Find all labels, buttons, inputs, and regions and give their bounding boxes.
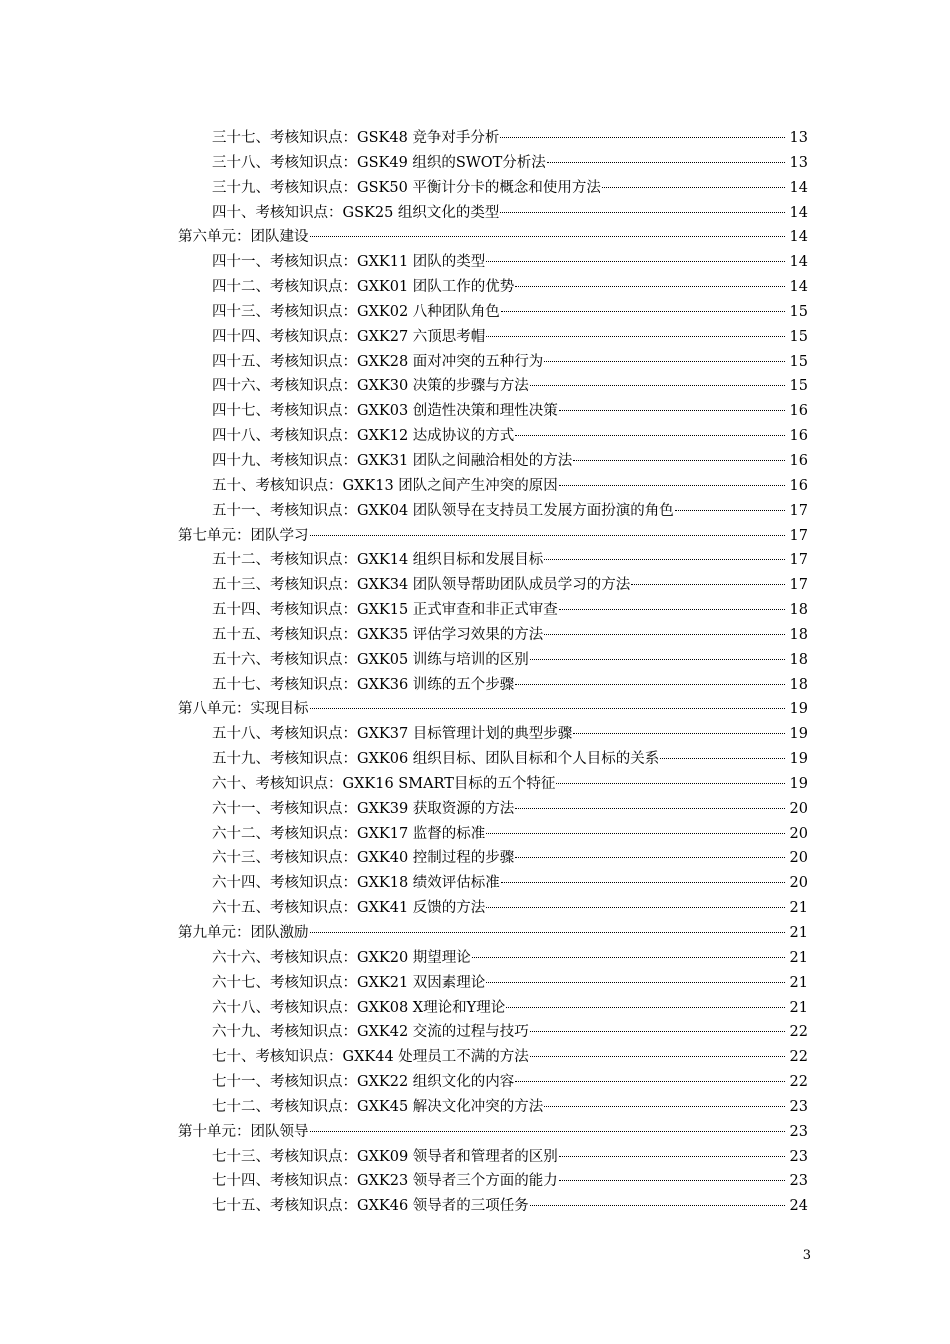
dot-leader	[486, 336, 785, 337]
dot-leader	[500, 137, 785, 138]
dot-leader	[310, 1131, 786, 1132]
dot-leader	[544, 361, 785, 362]
toc-entry-title: 六十五、考核知识点：GXK41 反馈的方法	[212, 900, 486, 917]
toc-entry-page: 21	[789, 900, 808, 917]
toc-entry[interactable]	[178, 1095, 808, 1120]
toc-entry-page: 20	[789, 800, 808, 817]
toc-entry-page: 19	[789, 775, 808, 792]
toc-entry[interactable]	[178, 1169, 808, 1194]
toc-entry-page: 18	[789, 602, 808, 619]
dot-leader	[631, 584, 785, 585]
toc-entry-page: 14	[789, 229, 808, 246]
toc-entry[interactable]	[178, 126, 808, 151]
dot-leader	[500, 212, 785, 213]
toc-entry-title: 四十八、考核知识点：GXK12 达成协议的方式	[212, 428, 515, 445]
toc-entry-page: 14	[789, 254, 808, 271]
toc-entry-page: 18	[789, 626, 808, 643]
toc-entry-page: 21	[789, 949, 808, 966]
toc-entry[interactable]	[178, 548, 808, 573]
toc-entry-title: 五十八、考核知识点：GXK37 目标管理计划的典型步骤	[212, 726, 573, 743]
toc-entry-page: 15	[789, 328, 808, 345]
dot-leader	[530, 659, 785, 660]
toc-entry-page: 15	[789, 353, 808, 370]
toc-entry-title: 第九单元：团队激励	[178, 925, 309, 941]
toc-entry-title: 三十八、考核知识点：GSK49 组织的SWOT分析法	[212, 154, 546, 171]
toc-entry-page: 21	[789, 974, 808, 991]
toc-entry-page: 21	[789, 925, 808, 941]
dot-leader	[559, 410, 785, 411]
toc-entry-title: 七十四、考核知识点：GXK23 领导者三个方面的能力	[212, 1173, 558, 1190]
toc-entry-title: 五十三、考核知识点：GXK34 团队领导帮助团队成员学习的方法	[212, 577, 631, 594]
toc-entry[interactable]	[178, 350, 808, 375]
toc-entry[interactable]	[178, 275, 808, 300]
toc-entry-title: 七十二、考核知识点：GXK45 解决文化冲突的方法	[212, 1098, 544, 1115]
toc-entry[interactable]	[178, 797, 808, 822]
toc-entry[interactable]	[178, 424, 808, 449]
dot-leader	[573, 733, 785, 734]
dot-leader	[515, 1081, 785, 1082]
dot-leader	[515, 435, 785, 436]
toc-entry[interactable]	[178, 772, 808, 797]
dot-leader	[515, 286, 785, 287]
dot-leader	[544, 559, 785, 560]
toc-entry-title: 四十二、考核知识点：GXK01 团队工作的优势	[212, 279, 515, 296]
toc-entry-title: 六十九、考核知识点：GXK42 交流的过程与技巧	[212, 1024, 529, 1041]
toc-entry-page: 13	[789, 130, 808, 146]
toc-entry-title: 四十五、考核知识点：GXK28 面对冲突的五种行为	[212, 353, 544, 370]
dot-leader	[544, 1106, 785, 1107]
toc-entry[interactable]	[178, 971, 808, 996]
toc-entry-title: 六十八、考核知识点：GXK08 X理论和Y理论	[212, 999, 506, 1016]
toc-entry-page: 24	[789, 1198, 808, 1215]
dot-leader	[559, 1180, 785, 1181]
page-number: 3	[802, 1248, 811, 1263]
toc-entry-title: 第八单元：实现目标	[178, 701, 309, 718]
toc-entry-page: 19	[789, 751, 808, 768]
dot-leader	[530, 1056, 785, 1057]
toc-entry-page: 22	[789, 1074, 808, 1091]
toc-entry-title: 四十、考核知识点：GSK25 组织文化的类型	[212, 204, 500, 221]
toc-entry-page: 13	[789, 154, 808, 171]
toc-entry-title: 七十五、考核知识点：GXK46 领导者的三项任务	[212, 1198, 529, 1215]
toc-entry-title: 五十、考核知识点：GXK13 团队之间产生冲突的原因	[212, 477, 558, 494]
dot-leader	[506, 1007, 785, 1008]
toc-entry[interactable]	[178, 996, 808, 1021]
toc-entry-page: 17	[789, 527, 808, 544]
dot-leader	[559, 609, 785, 610]
toc-entry[interactable]	[178, 201, 808, 226]
toc-entry-page: 23	[789, 1098, 808, 1115]
toc-entry-title: 五十一、考核知识点：GXK04 团队领导在支持员工发展方面扮演的角色	[212, 502, 674, 519]
dot-leader	[559, 485, 785, 486]
dot-leader	[472, 957, 785, 958]
toc-entry[interactable]	[178, 474, 808, 499]
toc-entry-page: 18	[789, 676, 808, 693]
toc-entry-page: 17	[789, 502, 808, 519]
toc-entry-page: 18	[789, 651, 808, 668]
toc-entry-title: 第十单元：团队领导	[178, 1123, 309, 1140]
toc-entry-title: 四十一、考核知识点：GXK11 团队的类型	[212, 254, 486, 271]
toc-entry-title: 三十九、考核知识点：GSK50 平衡计分卡的概念和使用方法	[212, 179, 601, 196]
toc-entry-title: 六十二、考核知识点：GXK17 监督的标准	[212, 825, 486, 842]
toc-entry[interactable]	[178, 250, 808, 275]
toc-entry[interactable]	[178, 449, 808, 474]
toc-unit-entry[interactable]	[178, 1120, 808, 1145]
toc-entry-title: 五十五、考核知识点：GXK35 评估学习效果的方法	[212, 626, 544, 643]
toc-entry[interactable]	[178, 946, 808, 971]
toc-entry[interactable]	[178, 573, 808, 598]
toc-entry-page: 15	[789, 303, 808, 320]
toc-entry[interactable]	[178, 598, 808, 623]
toc-entry-page: 19	[789, 701, 808, 718]
toc-entry[interactable]	[178, 846, 808, 871]
toc-entry[interactable]	[178, 499, 808, 524]
toc-entry[interactable]	[178, 896, 808, 921]
toc-entry-title: 四十七、考核知识点：GXK03 创造性决策和理性决策	[212, 403, 558, 420]
dot-leader	[515, 857, 785, 858]
toc-entry-page: 23	[789, 1148, 808, 1165]
toc-entry-title: 四十三、考核知识点：GXK02 八种团队角色	[212, 303, 500, 320]
toc-entry-title: 六十一、考核知识点：GXK39 获取资源的方法	[212, 800, 515, 817]
toc-entry-page: 20	[789, 825, 808, 842]
toc-entry[interactable]	[178, 1020, 808, 1045]
dot-leader	[310, 708, 786, 709]
toc-entry-page: 22	[789, 1024, 808, 1041]
toc-entry[interactable]	[178, 648, 808, 673]
toc-entry-page: 16	[789, 477, 808, 494]
toc-entry-title: 五十六、考核知识点：GXK05 训练与培训的区别	[212, 651, 529, 668]
toc-entry-page: 14	[789, 204, 808, 221]
dot-leader	[515, 808, 785, 809]
toc-entry-title: 七十三、考核知识点：GXK09 领导者和管理者的区别	[212, 1148, 558, 1165]
table-of-contents	[178, 126, 808, 1219]
dot-leader	[310, 932, 786, 933]
toc-entry-page: 16	[789, 428, 808, 445]
dot-leader	[310, 535, 786, 536]
toc-entry-title: 五十七、考核知识点：GXK36 训练的五个步骤	[212, 676, 515, 693]
toc-entry-title: 第七单元：团队学习	[178, 527, 309, 544]
toc-entry[interactable]	[178, 374, 808, 399]
dot-leader	[486, 982, 785, 983]
toc-entry[interactable]	[178, 151, 808, 176]
dot-leader	[530, 1205, 785, 1206]
toc-entry-page: 16	[789, 403, 808, 420]
toc-entry-page: 17	[789, 577, 808, 594]
toc-entry-page: 14	[789, 279, 808, 296]
toc-entry-page: 15	[789, 378, 808, 395]
toc-unit-entry[interactable]	[178, 225, 808, 250]
dot-leader	[675, 510, 785, 511]
toc-entry-title: 六十七、考核知识点：GXK21 双因素理论	[212, 974, 486, 991]
toc-entry[interactable]	[178, 822, 808, 847]
toc-entry-title: 七十一、考核知识点：GXK22 组织文化的内容	[212, 1074, 515, 1091]
dot-leader	[486, 261, 785, 262]
toc-entry[interactable]	[178, 300, 808, 325]
toc-unit-entry[interactable]	[178, 697, 808, 722]
dot-leader	[486, 833, 785, 834]
toc-entry[interactable]	[178, 176, 808, 201]
toc-unit-entry[interactable]	[178, 524, 808, 549]
toc-entry-title: 七十、考核知识点：GXK44 处理员工不满的方法	[212, 1049, 529, 1066]
toc-entry[interactable]	[178, 1045, 808, 1070]
toc-entry-title: 六十三、考核知识点：GXK40 控制过程的步骤	[212, 850, 515, 867]
toc-entry[interactable]	[178, 1194, 808, 1219]
toc-entry-page: 22	[789, 1049, 808, 1066]
toc-entry[interactable]	[178, 325, 808, 350]
toc-entry[interactable]	[178, 1070, 808, 1095]
toc-entry-title: 三十七、考核知识点：GSK48 竞争对手分析	[212, 130, 500, 146]
dot-leader	[573, 460, 785, 461]
toc-entry[interactable]	[178, 1145, 808, 1170]
dot-leader	[544, 634, 785, 635]
toc-entry[interactable]	[178, 673, 808, 698]
dot-leader	[501, 882, 785, 883]
dot-leader	[547, 162, 785, 163]
toc-entry[interactable]	[178, 623, 808, 648]
toc-entry-title: 第六单元：团队建设	[178, 229, 309, 246]
dot-leader	[515, 684, 785, 685]
toc-entry-page: 16	[789, 452, 808, 469]
toc-entry[interactable]	[178, 871, 808, 896]
toc-entry-page: 20	[789, 850, 808, 867]
toc-entry-page: 23	[789, 1123, 808, 1140]
toc-entry-page: 19	[789, 726, 808, 743]
dot-leader	[556, 783, 785, 784]
toc-entry[interactable]	[178, 747, 808, 772]
toc-entry-title: 四十四、考核知识点：GXK27 六顶思考帽	[212, 328, 486, 345]
toc-entry-page: 21	[789, 999, 808, 1016]
toc-entry-title: 四十九、考核知识点：GXK31 团队之间融洽相处的方法	[212, 452, 573, 469]
toc-entry-title: 五十四、考核知识点：GXK15 正式审查和非正式审查	[212, 602, 558, 619]
dot-leader	[501, 311, 785, 312]
toc-entry-title: 五十二、考核知识点：GXK14 组织目标和发展目标	[212, 552, 544, 569]
dot-leader	[559, 1156, 785, 1157]
dot-leader	[310, 236, 786, 237]
toc-entry-page: 14	[789, 179, 808, 196]
toc-entry-title: 六十六、考核知识点：GXK20 期望理论	[212, 949, 471, 966]
toc-entry-title: 六十四、考核知识点：GXK18 绩效评估标准	[212, 875, 500, 892]
toc-entry[interactable]	[178, 399, 808, 424]
dot-leader	[530, 1031, 785, 1032]
dot-leader	[660, 758, 785, 759]
toc-entry-page: 17	[789, 552, 808, 569]
dot-leader	[486, 907, 785, 908]
toc-entry-title: 六十、考核知识点：GXK16 SMART目标的五个特征	[212, 775, 556, 792]
dot-leader	[602, 187, 785, 188]
toc-unit-entry[interactable]	[178, 921, 808, 946]
toc-entry[interactable]	[178, 722, 808, 747]
dot-leader	[530, 385, 785, 386]
toc-entry-title: 四十六、考核知识点：GXK30 决策的步骤与方法	[212, 378, 529, 395]
toc-entry-page: 20	[789, 875, 808, 892]
toc-entry-page: 23	[789, 1173, 808, 1190]
toc-entry-title: 五十九、考核知识点：GXK06 组织目标、团队目标和个人目标的关系	[212, 751, 660, 768]
